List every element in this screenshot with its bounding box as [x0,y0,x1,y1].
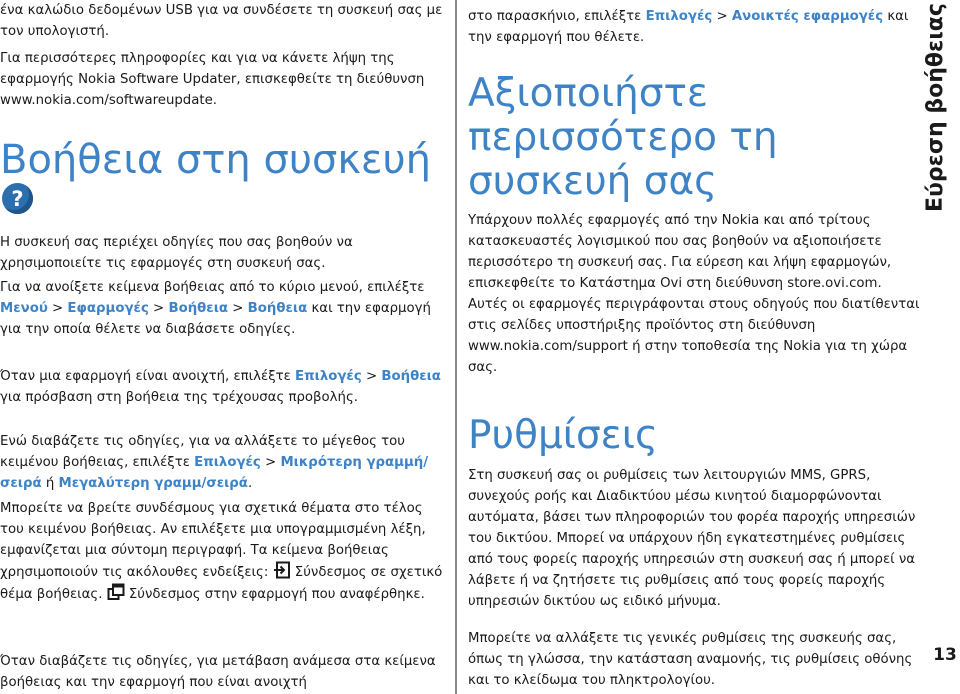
page-number: 13 [933,645,957,665]
related-topic-link-icon [273,561,291,579]
text: Σύνδεσμος σε σχετικό θέμα βοήθειας. [0,565,443,602]
links-paragraph [0,498,446,605]
menu-path-help: Βοήθεια [168,301,229,316]
menu-path-apps: Εφαρμογές [67,301,149,316]
menu-path-help-2: Βοήθεια [247,301,308,316]
text: στο παρασκήνιο, επιλέξτε [468,9,646,24]
apps-paragraph: Υπάρχουν πολλές εφαρμογές από την Nokia και από τρίτους κατασκευαστές λογισμικού που σας βοηθούν να αξιοποιήσετε περισσότερο τη συσκευή σας. Για εύρεση και λήψη εφαρμογών, επισκεφθείτε το Κατάστημα Ovi στη διεύθυνση store.ovi.com. Αυτές οι εφαρμογές περιγράφονται στους οδηγούς που διατίθενται στις σελίδες υποστήριξης προϊόντος στη διεύθυνση www.nokia.com/support ή στην τοποθεσία της Nokia για τη χώρα σας. [468,213,920,375]
separator: > [260,455,281,470]
question-icon [2,183,33,214]
separator: > [361,369,382,384]
device-help-paragraph: Η συσκευή σας περιέχει οδηγίες που σας βοηθούν να χρησιμοποιείτε τις εφαρμογές στη συσκευή σας. [0,235,353,271]
app-link-icon [107,583,125,601]
separator: > [148,301,169,316]
text: και την εφαρμογή που θέλετε. [468,9,909,45]
menu-path-larger: Μεγαλύτερη γραμμ/σειρά [58,476,248,491]
app-open-paragraph [0,366,446,408]
menu-path-smaller: Μικρότερη γραμμή/σειρά [0,455,429,491]
intro-paragraph-1: ένα καλώδιο δεδομένων USB για να συνδέσετε τη συσκευή σας με τον υπολογιστή. [0,3,443,39]
help-heading: Βοήθεια στη συσκευή [0,137,432,183]
section-sidebar-title: Εύρεση βοήθειας [923,3,948,212]
menu-path-options: Επιλογές [194,455,261,470]
text: για πρόσβαση στη βοήθεια της τρέχουσας προβολής. [0,390,359,405]
menu-path-open-apps: Ανοικτές εφαρμογές [731,9,884,24]
intro-paragraph-2: Για περισσότερες πληροφορίες και για να κάνετε λήψη της εφαρμογής Nokia Software Updater, επισκεφθείτε τη διεύθυνση www.nokia.com/softwareupdate. [0,51,425,108]
settings-heading: Ρυθμίσεις [468,413,658,458]
settings-paragraph-1: Στη συσκευή σας οι ρυθμίσεις των λειτουργιών MMS, GPRS, συνεχούς ροής και Διαδικτύου μέσω κινητού διαμορφώνονται αυτόματα, βάσει των πληροφοριών του φορέα παροχής υπηρεσιών του δικτύου. Μπορεί να υπάρχουν ήδη εγκατεστημένες ρυθμίσεις από τους φορείς παροχής υπηρεσιών στη συσκευή σας ή μπορεί να λάβετε ή να ζητήσετε τις ρυθμίσεις από τους φορείς παροχής υπηρεσιών δικτύου ως ειδικό μήνυμα. [468,468,916,609]
text: Σύνδεσμος στην εφαρμογή που αναφέρθηκε. [124,587,425,602]
column-divider [455,0,457,694]
text-size-paragraph [0,431,446,494]
separator: > [712,9,732,24]
settings-paragraph-2: Μπορείτε να αλλάξετε τις γενικές ρυθμίσεις της συσκευής σας, όπως τη γλώσσα, την κατάσταση αναμονής, τις ρυθμίσεις οθόνης και το κλείδωμα του πληκτρολογίου. [468,631,913,688]
text: Για να ανοίξετε κείμενα βοήθειας από το κύριο μενού, επιλέξτε [0,280,425,295]
text: Μπορείτε να βρείτε συνδέσμους για σχετικά θέματα στο τέλος του κειμένου βοήθειας. Αν επιλέξετε μια υπογραμμισμένη λέξη, εμφανίζεται μια σύντομη περιγραφή. Τα κείμενα βοήθειας χρησιμοποιούν τις ακόλουθες ενδείξεις: [0,501,426,580]
open-help-paragraph [0,277,446,340]
menu-path-options: Επιλογές [295,369,362,384]
svg-text:?: ? [11,187,24,211]
text: ή [41,476,59,491]
menu-path-menu: Μενού [0,301,48,316]
navigate-paragraph: Όταν διαβάζετε τις οδηγίες, για μετάβαση ανάμεσα στα κείμενα βοήθειας και την εφαρμογή που είναι ανοιχτή [0,654,436,690]
text: και την εφαρμογή για την οποία θέλετε να διαβάσετε οδηγίες. [0,301,431,337]
menu-path-help: Βοήθεια [381,369,441,384]
text: Ενώ διαβάζετε τις οδηγίες, για να αλλάξετε το μέγεθος του κειμένου βοήθειας, επιλέξτε [0,434,406,470]
separator: > [228,301,248,316]
get-more-heading: Αξιοποιήστε περισσότερο τη συσκευή σας [468,71,778,204]
text: Όταν μια εφαρμογή είναι ανοιχτή, επιλέξτε [0,369,296,384]
text: . [247,476,253,491]
menu-path-options: Επιλογές [645,9,713,24]
continued-paragraph [468,6,920,48]
separator: > [47,301,68,316]
